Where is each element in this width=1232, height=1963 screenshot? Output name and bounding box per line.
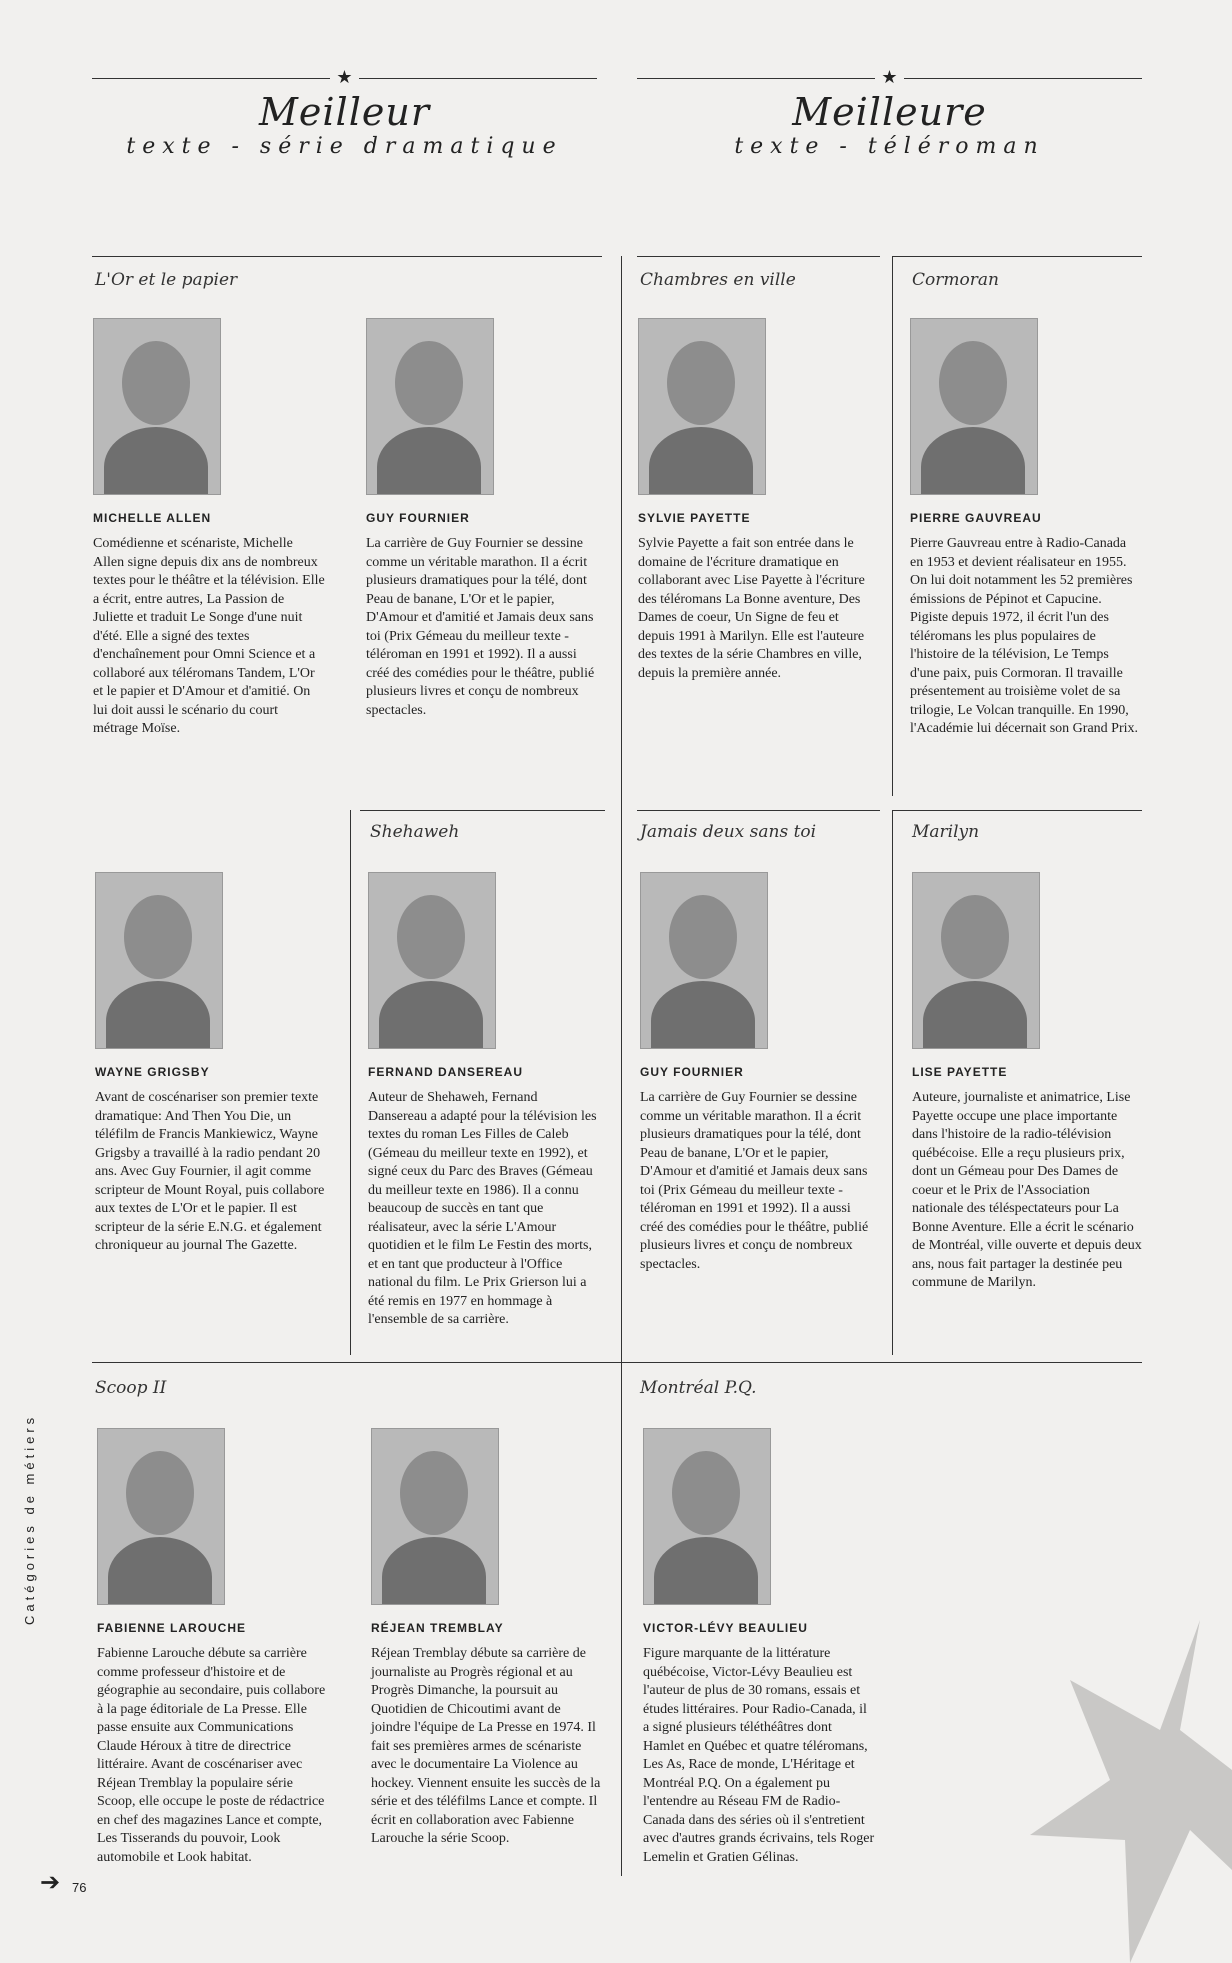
show-title: L'Or et le papier: [95, 270, 238, 290]
person-name: FABIENNE LAROUCHE: [97, 1621, 247, 1635]
show-title: Jamais deux sans toi: [640, 822, 817, 842]
person-bio: Figure marquante de la littérature québécoise, Victor-Lévy Beaulieu est l'auteur de plus de 30 romans, essais et études littéraires. Pour Radio-Canada, il a signé plusieurs téléthéâtres dont Hamlet en Québec et quatre téléromans, Les As, Race de monde, L'Héritage et Montréal P.Q. On a également pu l'entendre au Réseau FM de Radio-Canada dans des séries où il s'entretient avec d'autres grands écrivains, tels Roger Lemelin et Gratien Gélinas.: [643, 1646, 875, 1865]
person-bio: Pierre Gauvreau entre à Radio-Canada en 1953 et devient réalisateur en 1955. On lui doit notamment les 52 premières émissions de Pépinot et Capucine. Pigiste depuis 1972, il écrit l'un des téléromans les plus populaires de l'histoire de la télévision, Le Temps d'une paix, puis Cormoran. Il travaille présentement au troisième volet de sa trilogie, Le Volcan tranquille. En 1990, l'Académie lui décernait son Grand Prix.: [910, 536, 1139, 736]
divider: [621, 256, 622, 1876]
show-title: Cormoran: [912, 270, 999, 290]
portrait-photo: [640, 872, 768, 1049]
show-title: Scoop II: [95, 1378, 167, 1398]
person-bio: Sylvie Payette a fait son entrée dans le domaine de l'écriture dramatique en collaborant avec Lise Payette à l'écriture des téléromans La Bonne aventure, Des Dames de coeur, Un Signe de feu et depuis 1991 à Marilyn. Elle est l'auteure des textes de la série Chambres en ville, depuis la première année.: [638, 536, 865, 681]
person-name: LISE PAYETTE: [912, 1065, 1008, 1079]
divider: [350, 810, 351, 1355]
show-title: Marilyn: [912, 822, 980, 842]
person-bio: La carrière de Guy Fournier se dessine comme un véritable marathon. Il a écrit plusieurs dramatiques pour la télé, dont Peau de banane, L'Or et le papier, D'Amour et d'amitié et Jamais deux sans toi (Prix Gémeau du meilleur texte - téléroman en 1991 et 1992). Il a aussi créé des comédies pour le théâtre, publié plusieurs livres et conçu de nombreux spectacles.: [640, 1090, 869, 1272]
person-card: [366, 318, 598, 720]
header-left: [92, 67, 597, 159]
portrait-photo: [95, 872, 223, 1049]
portrait-photo: [912, 872, 1040, 1049]
person-name: RÉJEAN TREMBLAY: [371, 1621, 504, 1635]
divider: [360, 810, 605, 811]
decorative-mark-icon: ➔: [40, 1870, 61, 1896]
divider: [637, 810, 880, 811]
person-bio: La carrière de Guy Fournier se dessine comme un véritable marathon. Il a écrit plusieurs dramatiques pour la télé, dont Peau de banane, L'Or et le papier, D'Amour et d'amitié et Jamais deux sans toi (Prix Gémeau du meilleur texte - téléroman en 1991 et 1992). Il a aussi créé des comédies pour le théâtre, publié plusieurs livres et conçu de nombreux spectacles.: [366, 536, 595, 718]
star-icon: ★: [875, 67, 903, 88]
divider: [92, 256, 602, 257]
portrait-photo: [371, 1428, 499, 1605]
person-bio: Auteure, journaliste et animatrice, Lise Payette occupe une place importante dans l'histoire de la radio-télévision québécoise. Elle a reçu plusieurs prix, dont un Gémeau pour Des Dames de coeur et le Prix de l'Association nationale des téléspectateurs pour La Bonne Aventure. Elle a écrit le scénario de Montréal, ville ouverte et depuis deux ans, nous fait partager la destinée peu commune de Marilyn.: [912, 1090, 1142, 1290]
person-card: [93, 318, 325, 739]
star-icon: ★: [330, 67, 358, 88]
portrait-photo: [910, 318, 1038, 495]
portrait-photo: [93, 318, 221, 495]
person-bio: Avant de coscénariser son premier texte dramatique: And Then You Die, un téléfilm de Francis Mankiewicz, Wayne Grigsby a travaillé à la radio pendant 20 ans. Avec Guy Fournier, il agit comme scripteur de Mount Royal, puis collabore aux textes de L'Or et le papier. Il est scripteur de la série E.N.G. et également chroniqueur au journal The Gazette.: [95, 1090, 325, 1253]
header-right-title: Meilleure: [792, 90, 987, 134]
person-card: [640, 872, 872, 1274]
star-decoration-icon: [1030, 1620, 1232, 1963]
divider: [892, 810, 893, 1355]
person-name: GUY FOURNIER: [640, 1065, 744, 1079]
divider: [892, 810, 1142, 811]
header-left-subtitle: texte - série dramatique: [126, 134, 563, 159]
portrait-photo: [366, 318, 494, 495]
header-right-subtitle: texte - téléroman: [734, 134, 1045, 159]
portrait-photo: [368, 872, 496, 1049]
portrait-photo: [643, 1428, 771, 1605]
person-bio: Comédienne et scénariste, Michelle Allen signe depuis dix ans de nombreux textes pour le théâtre et la télévision. Elle a écrit, entre autres, La Passion de Juliette et traduit Le Songe d'une nuit d'été. Elle a signé des textes d'enchaînement pour Omni Science et a collaboré aux téléromans Tandem, L'Or et le papier et D'Amour et d'amitié. On lui doit aussi le scénario du court métrage Moïse.: [93, 536, 325, 736]
person-name: PIERRE GAUVREAU: [910, 511, 1042, 525]
person-card: [95, 872, 327, 1256]
person-bio: Auteur de Shehaweh, Fernand Dansereau a adapté pour la télévision les textes du roman Les Filles de Caleb (Gémeau du meilleur texte en 1992), et signé ceux du Parc des Braves (Gémeau du meilleur texte en 1986). Il a connu beaucoup de succès en tant que réalisateur, avec la série L'Amour quotidien et le film Le Festin des morts, et en tant que producteur à l'Office national du film. Le Prix Grierson lui a été remis en 1977 en hommage à l'ensemble de sa carrière.: [368, 1090, 597, 1327]
person-name: FERNAND DANSEREAU: [368, 1065, 524, 1079]
show-title: Montréal P.Q.: [640, 1378, 757, 1398]
person-card: [643, 1428, 875, 1867]
header-right: [637, 67, 1142, 159]
person-card: [912, 872, 1144, 1293]
section-label: Catégories de métiers: [22, 1413, 37, 1625]
person-bio: Fabienne Larouche débute sa carrière comme professeur d'histoire et de géographie au secondaire, puis collabore à la page éditoriale de La Presse. Elle passe ensuite aux Communications Claude Héroux à titre de directrice littéraire. Avant de coscénariser avec Réjean Tremblay la populaire série Scoop, elle occupe le poste de rédactrice en chef des magazines Lance et compte, Les Tisserands du pouvoir, Look automobile et Look habitat.: [97, 1646, 326, 1865]
person-name: GUY FOURNIER: [366, 511, 470, 525]
divider: [637, 256, 880, 257]
person-bio: Réjean Tremblay débute sa carrière de journaliste au Progrès régional et au Progrès Dimanche, la poursuit au Quotidien de Chicoutimi avant de joindre l'équipe de La Presse en 1974. Il fait ses premières armes de scénariste avec le documentaire La Violence au hockey. Viennent ensuite les succès de la série et des téléfilms Lance et compte. Il écrit en collaboration avec Fabienne Larouche la série Scoop.: [371, 1646, 601, 1846]
show-title: Chambres en ville: [640, 270, 796, 290]
show-title: Shehaweh: [370, 822, 460, 842]
page-number: 76: [72, 1880, 87, 1895]
person-card: [97, 1428, 329, 1867]
portrait-photo: [638, 318, 766, 495]
person-card: [910, 318, 1142, 739]
divider: [92, 1362, 1142, 1363]
divider: [892, 256, 1142, 257]
person-name: WAYNE GRIGSBY: [95, 1065, 210, 1079]
person-name: VICTOR-LÉVY BEAULIEU: [643, 1621, 808, 1635]
divider: [892, 256, 893, 796]
person-name: SYLVIE PAYETTE: [638, 511, 751, 525]
person-card: [371, 1428, 603, 1849]
person-card: [368, 872, 600, 1330]
person-name: MICHELLE ALLEN: [93, 511, 212, 525]
person-card: [638, 318, 870, 683]
header-left-title: Meilleur: [259, 90, 430, 134]
portrait-photo: [97, 1428, 225, 1605]
